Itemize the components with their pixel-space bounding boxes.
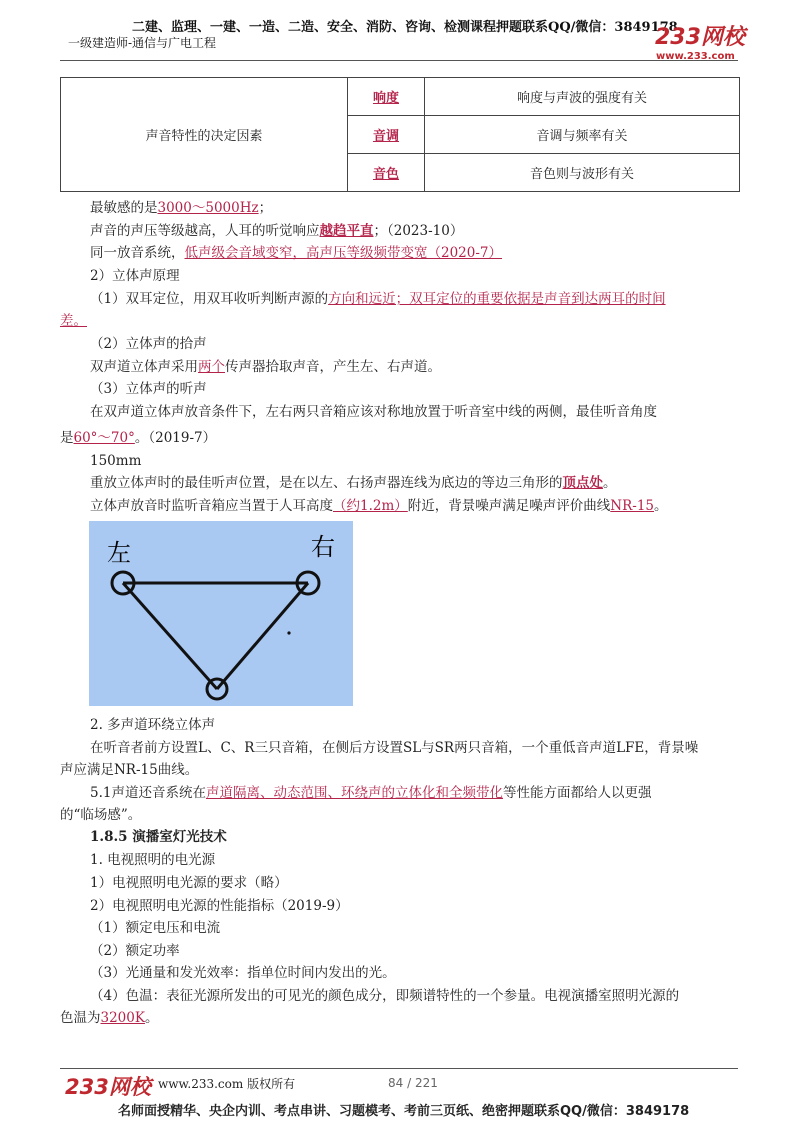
diagram-dot [287,631,290,634]
paragraph-best-position: 重放立体声时的最佳听声位置，是在以左、右扬声器连线为底边的等边三角形的顶点处。 [90,475,617,491]
heading-stereo-listening: （3）立体声的听声 [90,381,207,397]
page-number: 84 / 221 [388,1076,438,1090]
paragraph-51-system-cont: 的“临场感”。 [60,807,142,823]
paragraph-playback-system: 同一放音系统，低声级会音域变窄，高声压等级频带变宽（2020-7） [90,245,503,261]
table-value-pitch: 音调与频率有关 [425,116,740,154]
footer-contact-line: 名师面授精华、央企内训、考点串讲、习题模考、考前三页纸、绝密押题联系QQ/微信：3849178 [118,1104,690,1119]
triangle-right-edge [217,583,308,689]
header-divider [60,60,738,61]
item-luminous-flux: （3）光通量和发光效率：指单位时间内发出的光。 [90,965,396,981]
table-key-pitch: 音调 [348,116,425,154]
item-rated-voltage: （1）额定电压和电流 [90,920,221,936]
footer-logo: 233网校 [65,1075,151,1099]
note-150mm: 150mm [90,453,142,469]
header-logo: 233网校$^{www.233.com}$ [655,25,745,62]
heading-stereo-pickup: （2）立体声的拾声 [90,336,207,352]
paragraph-monitor-height: 立体声放音时监听音箱应当置于人耳高度（约1.2m）附近，背景噪声满足噪声评价曲线NR-15。 [90,498,668,514]
item-requirements: 1）电视照明电光源的要求（略） [90,875,288,891]
triangle-left-edge [123,583,217,689]
paragraph-speaker-placement: 在双声道立体声放音条件下，左右两只音箱应该对称地放置于听音室中线的两侧，最佳听音角度 [90,404,657,420]
triangle-svg [89,521,353,706]
paragraph-surround-setup: 在听音者前方设置L、C、R三只音箱，在侧后方设置SL与SR两只音箱，一个重低音声道LFE，背景噪 [90,740,699,756]
header-subtitle: 一级建造师-通信与广电工程 [68,36,217,50]
footer-divider [60,1068,738,1069]
heading-surround: 2. 多声道环绕立体声 [90,717,216,733]
paragraph-surround-setup-cont: 声应满足NR-15曲线。 [60,762,199,778]
heading-stereo-principle: 2）立体声原理 [90,268,180,284]
paragraph-binaural: （1）双耳定位，用双耳收听判断声源的方向和远近；双耳定位的重要依据是声音到达两耳的时间 [90,291,666,307]
heading-light-source: 1. 电视照明的电光源 [90,852,216,868]
paragraph-two-mics: 双声道立体声采用两个传声器拾取声音，产生左、右声道。 [90,359,441,375]
table-key-timbre: 音色 [348,154,425,192]
footer-copyright: www.233.com 版权所有 [158,1077,296,1091]
item-color-temperature: （4）色温：表征光源所发出的可见光的颜色成分，即频谱特性的一个参量。电视演播室照明光源的 [90,988,680,1004]
item-performance: 2）电视照明电光源的性能指标（2019-9） [90,898,349,914]
paragraph-binaural-cont: 差。 [60,313,87,329]
paragraph-listening-angle: 是60°～70°。（2019-7） [60,430,217,446]
item-rated-power: （2）额定功率 [90,943,180,959]
diagram-left-label: 左 [107,539,131,567]
item-color-temperature-cont: 色温为3200K。 [60,1010,159,1026]
paragraph-51-system: 5.1声道还音系统在声道隔离、动态范围、环绕声的立体化和全频带化等性能方面都给人以更强 [90,785,652,801]
table-value-timbre: 音色则与波形有关 [425,154,740,192]
table-value-loudness: 响度与声波的强度有关 [425,78,740,116]
table-key-loudness: 响度 [348,78,425,116]
diagram-right-label: 右 [311,533,335,561]
table-left-label: 声音特性的决定因素 [61,78,348,192]
sound-characteristics-table [60,77,740,192]
paragraph-sensitive-freq: 最敏感的是3000～5000Hz； [90,200,273,216]
stereo-triangle-diagram [89,521,353,706]
section-heading-lighting: 1.8.5 演播室灯光技术 [90,829,227,845]
header-contact-line: 二建、监理、一建、一造、二造、安全、消防、咨询、检测课程押题联系QQ/微信：3849178 [132,20,678,35]
paragraph-spl-response: 声音的声压等级越高，人耳的听觉响应越趋平直；（2023-10） [90,223,464,239]
